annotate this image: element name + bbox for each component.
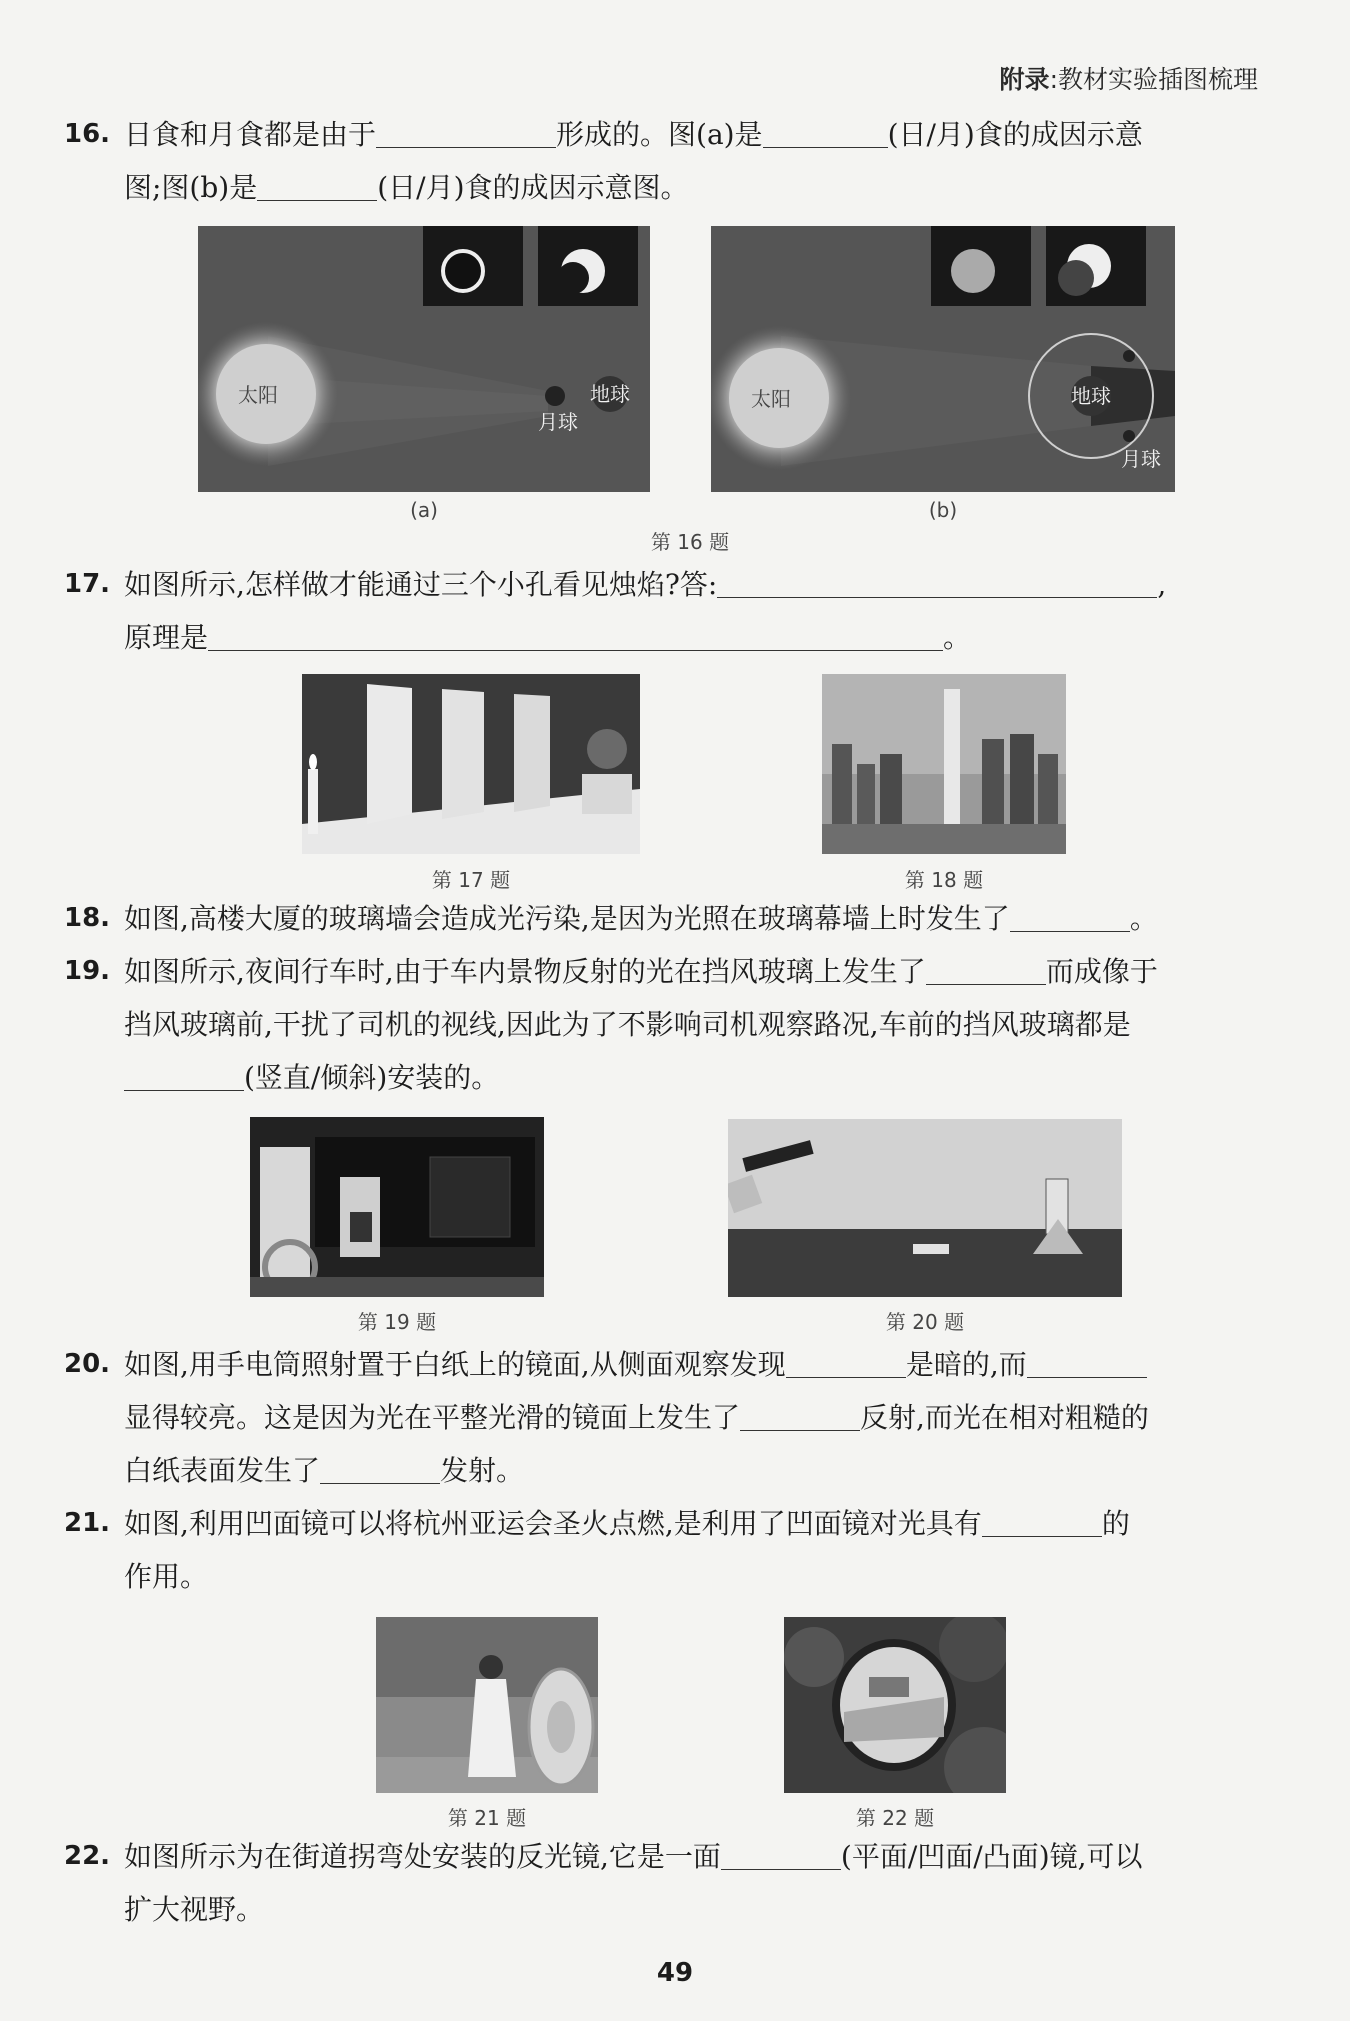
figure-caption-22: 第 22 题	[855, 1806, 935, 1830]
question-text: (日/月)食的成因示意图。	[377, 171, 689, 204]
glass-skyscraper-photo	[822, 674, 1066, 854]
question-text: (日/月)食的成因示意	[887, 118, 1143, 151]
answer-blank[interactable]	[717, 567, 1157, 598]
header-rest: :教材实验插图梳理	[1049, 65, 1258, 94]
convex-mirror-street-photo	[784, 1617, 1006, 1793]
question-text: 反射,而光在相对粗糙的	[860, 1401, 1149, 1434]
person-icon	[479, 1655, 503, 1679]
figure-caption-18: 第 18 题	[904, 868, 984, 892]
candle-icon	[308, 769, 318, 834]
answer-blank[interactable]	[208, 620, 943, 651]
figure-caption-17: 第 17 题	[431, 868, 511, 892]
figure-caption-b: (b)	[928, 498, 958, 522]
question-number: 21.	[64, 1508, 111, 1538]
moon-icon	[545, 386, 565, 406]
question-text: 。	[1129, 902, 1158, 935]
question-number: 22.	[64, 1841, 111, 1871]
question-22	[64, 1830, 1264, 1936]
question-18	[64, 892, 1264, 945]
question-number: 20.	[64, 1349, 111, 1379]
figure-caption-16: 第 16 题	[650, 530, 730, 554]
question-number: 19.	[64, 956, 111, 986]
question-text: 原理是	[124, 621, 209, 654]
figure-caption-a: (a)	[410, 498, 438, 522]
question-19	[64, 945, 1264, 1104]
question-number: 17.	[64, 569, 111, 599]
observer-icon	[587, 729, 627, 769]
figure-caption-20: 第 20 题	[885, 1310, 965, 1334]
question-text: 图;图(b)是	[124, 171, 258, 204]
question-17	[64, 558, 1264, 664]
answer-blank[interactable]	[926, 954, 1046, 985]
answer-blank[interactable]	[376, 117, 556, 148]
lunar-eclipse-figure	[711, 226, 1175, 492]
answer-blank[interactable]	[320, 1453, 440, 1484]
answer-blank[interactable]	[257, 170, 377, 201]
flashlight-mirror-photo	[728, 1119, 1122, 1297]
question-text: 形成的。图(a)是	[556, 118, 763, 151]
question-text: 作用。	[124, 1560, 209, 1593]
page-number: 49	[656, 1958, 694, 1988]
question-text: ,	[1157, 568, 1167, 601]
screen-icon	[367, 684, 412, 824]
question-number: 16.	[64, 119, 111, 149]
answer-blank[interactable]	[1010, 901, 1130, 932]
candle-pinhole-photo	[302, 674, 640, 854]
answer-blank[interactable]	[786, 1347, 906, 1378]
question-number: 18.	[64, 903, 111, 933]
answer-blank[interactable]	[763, 117, 888, 148]
question-text: 挡风玻璃前,干扰了司机的视线,因此为了不影响司机观察路况,车前的挡风玻璃都是	[124, 1008, 1131, 1041]
question-text: 如图,高楼大厦的玻璃墙会造成光污染,是因为光照在玻璃幕墙上时发生了	[124, 902, 1010, 935]
question-text: 如图,用手电筒照射置于白纸上的镜面,从侧面观察发现	[124, 1348, 786, 1381]
bus-windshield-photo	[250, 1117, 544, 1297]
question-text: 如图,利用凹面镜可以将杭州亚运会圣火点燃,是利用了凹面镜对光具有	[124, 1507, 982, 1540]
question-16	[64, 108, 1264, 214]
moon-icon	[1123, 350, 1135, 362]
answer-blank[interactable]	[124, 1060, 244, 1091]
question-text: 如图所示,怎样做才能通过三个小孔看见烛焰?答:	[124, 568, 718, 601]
question-text: 白纸表面发生了	[124, 1454, 321, 1487]
moon-label: 月球	[538, 410, 578, 434]
question-text: 日食和月食都是由于	[124, 118, 377, 151]
figure-caption-21: 第 21 题	[447, 1806, 527, 1830]
figure-caption-19: 第 19 题	[357, 1310, 437, 1334]
mirror-icon	[913, 1244, 949, 1254]
question-text: 是暗的,而	[905, 1348, 1027, 1381]
screen-icon	[514, 694, 550, 812]
question-text: 扩大视野。	[124, 1893, 265, 1926]
glass-tower-icon	[944, 689, 960, 829]
page-header	[1000, 60, 1258, 96]
sun-label: 太阳	[238, 383, 278, 407]
question-text: 的	[1101, 1507, 1130, 1540]
question-text: (竖直/倾斜)安装的。	[244, 1061, 500, 1094]
answer-blank[interactable]	[1027, 1347, 1147, 1378]
answer-blank[interactable]	[740, 1400, 860, 1431]
moon-label: 月球	[1121, 447, 1161, 471]
earth-label: 地球	[1071, 384, 1111, 408]
question-text: 而成像于	[1045, 955, 1158, 988]
question-text: 。	[943, 621, 972, 654]
question-text: (平面/凹面/凸面)镜,可以	[840, 1840, 1143, 1873]
question-text: 发射。	[440, 1454, 525, 1487]
sun-label: 太阳	[751, 387, 791, 411]
concave-mirror-torch-photo	[376, 1617, 598, 1793]
answer-blank[interactable]	[982, 1506, 1102, 1537]
screen-icon	[442, 689, 484, 819]
solar-eclipse-figure	[198, 226, 650, 492]
question-text: 如图所示,夜间行车时,由于车内景物反射的光在挡风玻璃上发生了	[124, 955, 926, 988]
earth-label: 地球	[590, 382, 630, 406]
answer-blank[interactable]	[721, 1839, 841, 1870]
question-text: 如图所示为在街道拐弯处安装的反光镜,它是一面	[124, 1840, 721, 1873]
header-bold: 附录	[999, 65, 1050, 94]
question-21	[64, 1497, 1264, 1603]
question-text: 显得较亮。这是因为光在平整光滑的镜面上发生了	[124, 1401, 741, 1434]
question-20	[64, 1338, 1264, 1497]
